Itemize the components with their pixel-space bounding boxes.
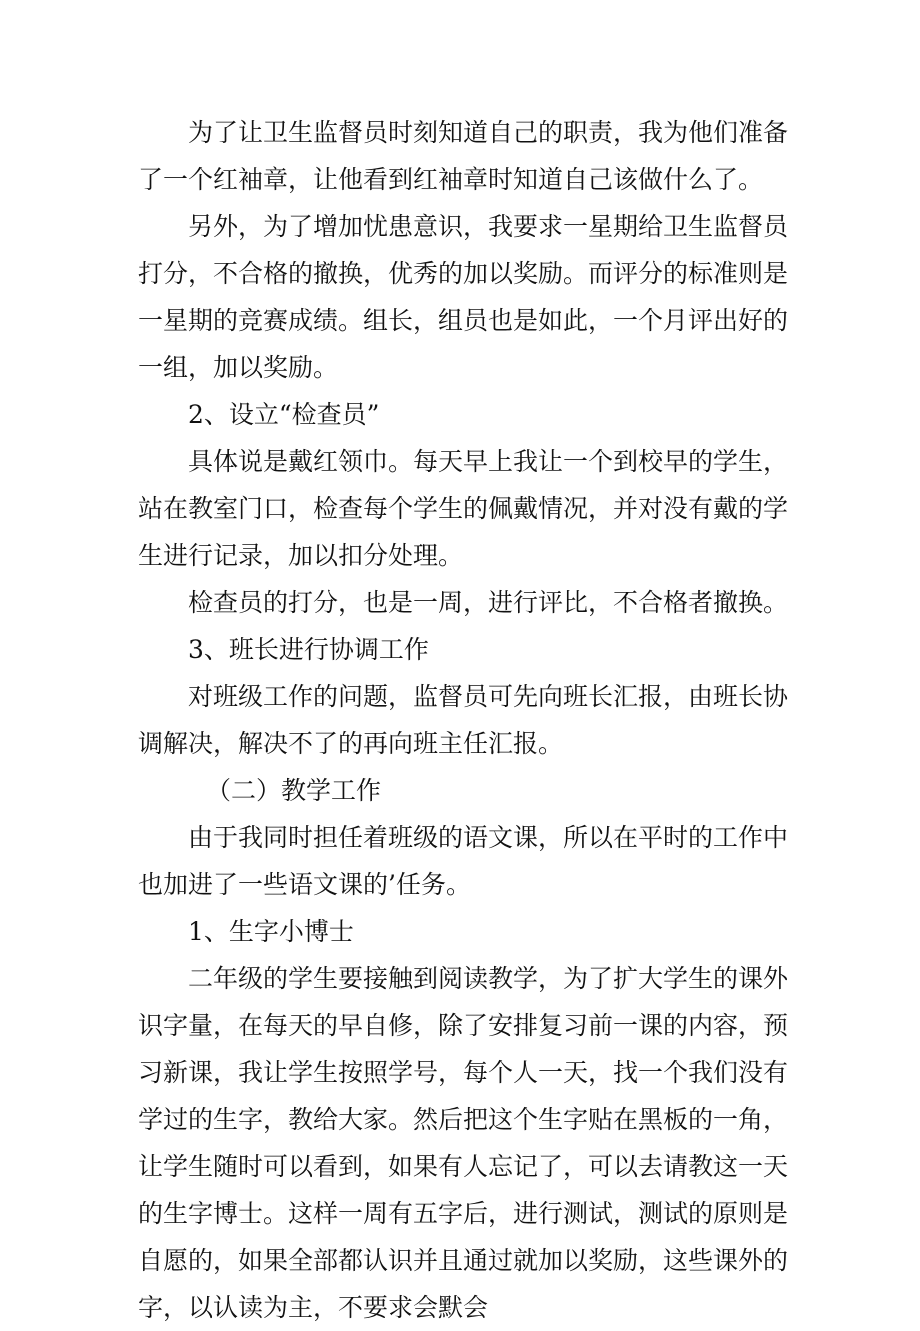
paragraph-red-scarf: 具体说是戴红领巾。每天早上我让一个到校早的学生，站在教室门口，检查每个学生的佩戴情况，并对没有戴的学生进行记录，加以扣分处理。	[138, 447, 789, 570]
paragraph-red-armband: 为了让卫生监督员时刻知道自己的职责，我为他们准备了一个红袖章，让他看到红袖章时知道自己该做什么了。	[138, 118, 789, 194]
paragraph-scoring: 另外，为了增加忧患意识，我要求一星期给卫生监督员打分，不合格的撤换，优秀的加以奖励。而评分的标准则是一星期的竞赛成绩。组长，组员也是如此，一个月评出好的一组，加以奖励。	[138, 212, 789, 382]
heading-monitor: 3、班长进行协调工作	[188, 635, 429, 664]
heading-teaching-work: （二）教学工作	[206, 776, 382, 805]
paragraph-monitor: 对班级工作的问题，监督员可先向班长汇报，由班长协调解决，解决不了的再向班主任汇报。	[138, 682, 789, 758]
paragraph-chinese-class: 由于我同时担任着班级的语文课，所以在平时的工作中也加进了一些语文课的’任务。	[138, 823, 789, 899]
document-body	[138, 109, 788, 1331]
heading-character-doctor: 1、生字小博士	[188, 917, 354, 946]
heading-inspector: 2、设立“检查员”	[188, 400, 380, 429]
paragraph-character-doctor: 二年级的学生要接触到阅读教学，为了扩大学生的课外识字量，在每天的早自修，除了安排复习前一课的内容，预习新课，我让学生按照学号，每个人一天，找一个我们没有学过的生字，教给大家。然后把这个生字贴在黑板的一角，让学生随时可以看到，如果有人忘记了，可以去请教这一天的生字博士。这样一周有五字后，进行测试，测试的原则是自愿的，如果全部都认识并且通过就加以奖励，这些课外的字，以认读为主，不要求会默会	[138, 964, 789, 1322]
paragraph-inspector-scoring: 检查员的打分，也是一周，进行评比，不合格者撤换。	[188, 588, 789, 617]
